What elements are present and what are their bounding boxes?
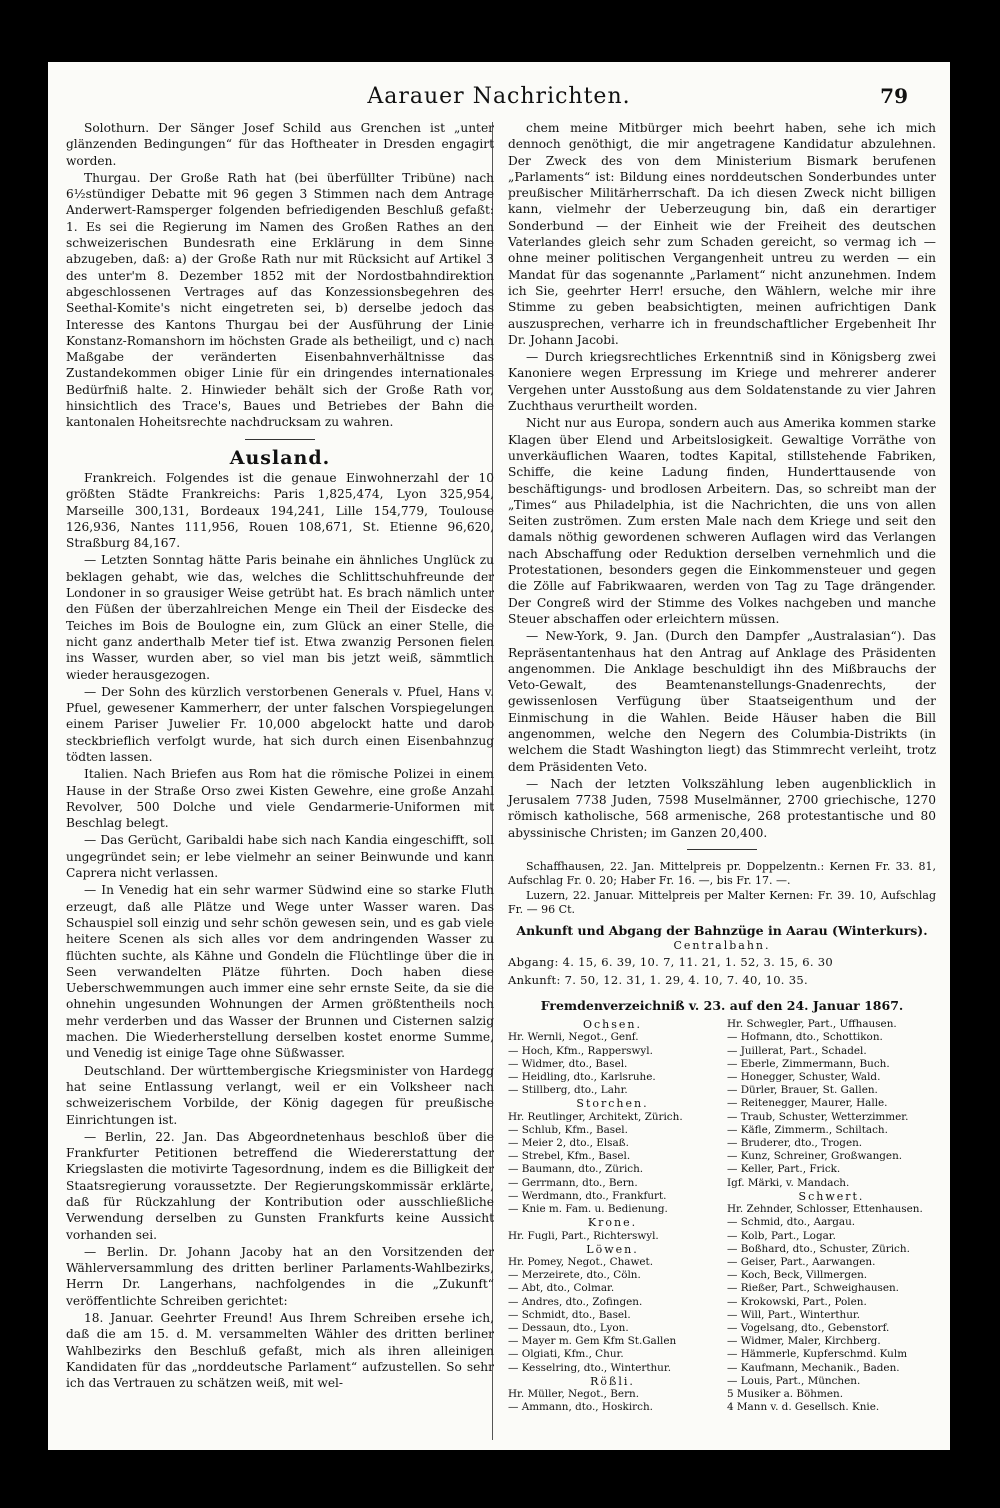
guest-entry: — Meier 2, dto., Elsaß. [508,1137,629,1150]
guest-entry: — Mayer m. Gem Kfm St.Gallen [508,1335,677,1348]
guest-entry: Hr. Reutlinger, Architekt, Zürich. [508,1110,683,1123]
guest-entry: — Rießer, Part., Schweighausen. [727,1282,899,1295]
guest-entry: — Louis, Part., München. [727,1374,861,1387]
guest-entry: — Dürler, Brauer, St. Gallen. [727,1084,878,1097]
guest-entry: — Kesselring, dto., Winterthur. [508,1361,672,1374]
article-new-york: — New-York, 9. Jan. (Durch den Dampfer „Australasian“). Das Repräsentantenhaus hat den Antrag auf Anklage des Präsidenten angenommen. Die Anklage beschuldigt ihn des Mißbrauchs der Veto-Gewalt, des Beamtenanstellungs-Gnadenrechts, der gewissenlosen Verfügung über Staatseigenthum und der Einmischung in die Wahlen. Beide Häuser haben die Bill angenommen, welche den Negern des Columbia-Distrikts (in welchem die Stadt Washington liegt) das Stimmrecht verleiht, trotz dem Präsidenten Veto. [508,629,936,774]
market-rule [687,849,757,850]
guest-entry: — Dessaun, dto., Lyon. [508,1321,629,1334]
guest-entry: 4 Mann v. d. Gesellsch. Knie. [727,1401,880,1414]
guest-entry: — Werdmann, dto., Frankfurt. [508,1189,667,1202]
article-letter-cont: chem meine Mitbürger mich beehrt haben, sehe ich mich dennoch genöthigt, die mir angetragene Kandidatur abzulehnen. Der Zweck des von dem Ministerium Bismark berufenen „Parlaments“ ist: Bildung eines norddeutschen Sonderbundes unter preußischer Militärherrschaft. Da ich diesen Zweck nicht billigen kann, vielmehr der Ueberzeugung bin, daß ein derartiger Sonderbund — der Einheit wie der Freiheit des deutschen Vaterlandes gleich sehr zum Schaden gereicht, so vermag ich — ohne meiner politischen Vergangenheit untreu zu werden — ein Mandat für das sogenannte „Parlament“ nicht anzunehmen. Indem ich Sie, geehrter Herr! ersuche, den Wählern, welche mir ihre Stimme zu geben beabsichtigten, meinen aufrichtigen Dank auszusprechen, verharre ich in freundschaftlicher Ergebenheit Ihr Dr. Johann Jacobi. [508,121,936,347]
guest-entry: — Strebel, Kfm., Basel. [508,1150,631,1163]
guest-list-title: Fremdenverzeichniß v. 23. auf den 24. Januar 1867. [540,997,904,1013]
section-rule [245,439,315,440]
page-header [48,84,950,118]
guest-entry: — Abt, dto., Colmar. [508,1282,615,1295]
article-berlin-1: — Berlin, 22. Jan. Das Abgeordnetenhaus beschloß über die Frankfurter Petitionen betreffend die Wiedererstattung der Kriegslasten die motivirte Tagesordnung, indem es die Billigkeit der Staatsregierung voraussetzte. Der Regierungskommissär erklärte, daß für Rückzahlung der Kontribution oder ausschließliche Verwendung derselben zu Gunsten Frankfurts keine Aussicht vorhanden sei. [66,1129,494,1242]
train-abgang: Abgang: 4. 15, 6. 39, 10. 7, 11. 21, 1. 52, 3. 15, 6. 30 [508,955,833,970]
hotel-heading: Rößli. [590,1374,635,1388]
train-line: Centralbahn. [673,939,771,953]
right-column [508,120,936,1414]
hotel-heading: Storchen. [576,1097,649,1111]
newspaper-page [48,62,950,1450]
guest-entry: — Gerrmann, dto., Bern. [508,1176,638,1189]
guest-entry: — Eberle, Zimmermann, Buch. [727,1057,890,1070]
article-paris-ice: — Letzten Sonntag hätte Paris beinahe ein ähnliches Unglück zu beklagen gehabt, wie das, welches die Schlittschuhfreunde der Londoner in so grausiger Weise getrübt hat. Es brach nämlich unter den Füßen der überzahlreichen Menge ein Theil der Eisdecke des Teiches im Bois de Boulogne ein, zum Glück an einer Stelle, die nicht ganz anderthalb Meter tief ist. Etwa zwanzig Personen fielen ins Wasser, wurden aber, so viel man bis jetzt weiß, sämmtlich wieder herausgezogen. [66,553,494,682]
article-koenigsberg: — Durch kriegsrechtliches Erkenntniß sind in Königsberg zwei Kanoniere wegen Erpressung im Kriege und mehrerer anderer Vergehen unter Ausstoßung aus dem Soldatenstande zu vier Jahren Zuchthaus verurtheilt worden. [508,350,936,414]
article-garibaldi: — Das Gerücht, Garibaldi habe sich nach Kandia eingeschifft, soll ungegründet sein; er lebe vielmehr an seiner Beinwunde und kann Caprera nicht verlassen. [66,833,494,881]
guest-list-col-1 [508,1018,717,1414]
article-italien: Italien. Nach Briefen aus Rom hat die römische Polizei in einem Hause in der Straße Orso zwei Kisten Gewehre, eine große Anzahl Revolver, 500 Dolche und viele Gendarmerie-Uniformen mit Beschlag belegt. [66,767,494,831]
guest-entry: — Kunz, Schreiner, Großwangen. [727,1150,903,1163]
article-jerusalem: — Nach der letzten Volkszählung leben augenblicklich in Jerusalem 7738 Juden, 7598 Muselmänner, 2700 griechische, 1270 römisch katholische, 568 armenische, 268 protestantische und 80 abyssinische Christen; im Ganzen 20,400. [508,776,936,840]
guest-entry: Hr. Pomey, Negot., Chawet. [508,1255,654,1268]
guest-entry: Hr. Schwegler, Part., Uffhausen. [727,1018,897,1031]
guest-entry: — Kolb, Part., Logar. [727,1229,836,1242]
guest-entry: — Juillerat, Part., Schadel. [727,1044,867,1057]
article-solothurn: Solothurn. Der Sänger Josef Schild aus Grenchen ist „unter glänzenden Bedingungen“ für das Hoftheater in Dresden engagirt worden. [66,121,494,168]
page-number: 79 [880,84,908,108]
guest-entry: — Boßhard, dto., Schuster, Zürich. [727,1242,910,1255]
guest-entry: — Keller, Part., Frick. [727,1163,841,1176]
article-thurgau: Thurgau. Der Große Rath hat (bei überfüllter Tribüne) nach 6½stündiger Debatte mit 96 gegen 3 Stimmen nach dem Antrage Anderwert-Ramsperger folgenden befriedigenden Beschluß gefaßt: 1. Es sei die Regierung im Namen des Großen Rathes an den schweizerischen Bundesrath eine Erklärung in dem Sinne abzugeben, daß: a) der Große Rath nur mit Rücksicht auf Artikel 3 des unter'm 8. Dezember 1852 mit der Nordostbahndirektion abgeschlossenen Vertrages auf das Konzessionsbegehren des Seethal-Komite's nicht eingetreten sei, b) derselbe jedoch das Interesse des Kantons Thurgau bei der Ausführung der Linie Konstanz-Romanshorn im höchsten Grade als betheiligt, und c) nach Maßgabe der veränderten Eisenbahnverhältnisse das Zustandekommen obiger Linie für ein dringendes internationales Bedürfniß halte. 2. Hinwieder behält sich der Große Rath vor, hinsichtlich des Trace's, Baues und Betriebes der Bahn die kantonalen Hoheitsrechte nachdrucksam zu wahren. [66,170,494,430]
guest-entry: — Will, Part., Winterthur. [727,1308,861,1321]
article-amerika: Nicht nur aus Europa, sondern auch aus Amerika kommen starke Klagen über Elend und Arbeitslosigkeit. Gewaltige Vorräthe von unverkäuflichen Waaren, todtes Kapital, stillstehende Fabriken, Schiffe, die keine Ladung finden, Hunderttausende von beschäftigungs- und brodlosen Arbeitern. Das, so schreibt man der „Times“ aus Philadelphia, ist die Nachrichten, die uns von allen Seiten zuströmen. Zum ersten Male nach dem Kriege und seit den damals nöthig gewordenen schweren Auflagen wird das Verlangen nach Abschaffung oder Reduktion derselben vernehmlich und die Protestationen, besonders gegen die Einkommensteuer und gegen die Zölle auf Fabrikwaaren, werden von Tag zu Tage drängender. Der Congreß wird der Stimme des Volkes nachgeben und manche Steuer abschaffen oder erleichtern müssen. [508,416,936,626]
hotel-heading: Löwen. [586,1242,639,1256]
guest-entry: — Merzeirete, dto., Cöln. [508,1269,641,1282]
article-venedig: — In Venedig hat ein sehr warmer Südwind eine so starke Fluth erzeugt, daß alle Plätze und Wege unter Wasser waren. Das Schauspiel soll einzig und sehr schön gewesen sein, und es gab viele heitere Scenen als sich alles vor dem andringenden Wasser zu flüchten suchte, als Kähne und Gondeln die Flüchtlinge über die in Seen verwandelten Plätze führten. Doch haben diese Ueberschwemmungen auch immer eine sehr ernste Seite, da sie die ohnehin ungesunden Wohnungen der Armen größtentheils noch mehr verderben und das Wasser der Brunnen und Cisternen salzig machen. Die Wiederherstellung derselben kostet enorme Summe, und Venedig ist einige Tage ohne Süßwasser. [66,883,494,1061]
guest-entry: — Bruderer, dto., Trogen. [727,1137,863,1150]
hotel-heading: Schwert. [798,1189,865,1203]
article-pfuel: — Der Sohn des kürzlich verstorbenen Generals v. Pfuel, Hans v. Pfuel, gewesener Kammerherr, der unter falschen Vorspiegelungen einem Pariser Juwelier Fr. 10,000 abgelockt hatte und darob steckbrieflich verfolgt wurde, hat sich durch einen Eisenbahnzug tödten lassen. [66,684,494,764]
article-letter: 18. Januar. Geehrter Freund! Aus Ihrem Schreiben ersehe ich, daß die am 15. d. M. versammelten Wähler des dritten berliner Wahlbezirks den Beschluß gefaßt, mich als ihren alleinigen Kandidaten für das „norddeutsche Parlament“ aufzustellen. So sehr ich das Vertrauen zu schätzen weiß, mit wel- [66,1311,494,1391]
train-ankunft: Ankunft: 7. 50, 12. 31, 1. 29, 4. 10, 7. 40, 10. 35. [508,972,808,987]
train-schedule-title: Ankunft und Abgang der Bahnzüge in Aarau (Winterkurs). [516,923,928,939]
guest-entry: Hr. Müller, Negot., Bern. [508,1387,640,1400]
guest-entry: — Krokowski, Part., Polen. [727,1295,867,1308]
guest-entry: — Vogelsang, dto., Gebenstorf. [727,1321,890,1334]
guest-entry: — Ammann, dto., Hoskirch. [508,1401,653,1414]
article-berlin-2: — Berlin. Dr. Johann Jacoby hat an den Vorsitzenden der Wählerversammlung des dritten berliner Parlaments-Wahlbezirks, Herrn Dr. Langerhans, nachfolgendes in die „Zukunft“ veröffentlichte Schreiben gerichtet: [66,1244,494,1308]
guest-entry: — Geiser, Part., Aarwangen. [727,1255,876,1268]
guest-entry: Igf. Märki, v. Mandach. [727,1176,850,1189]
guest-entry: — Traub, Schuster, Wetterzimmer. [727,1110,909,1123]
guest-entry: — Olgiati, Kfm., Chur. [508,1348,624,1361]
guest-entry: Hr. Fugli, Part., Richterswyl. [508,1229,659,1242]
guest-list [508,1018,936,1414]
guest-entry: — Stillberg, dto., Lahr. [508,1084,628,1097]
market-luzern: Luzern, 22. Januar. Mittelpreis per Malter Kernen: Fr. 39. 10, Aufschlag Fr. — 96 Ct. [508,889,936,917]
guest-entry: — Reitenegger, Maurer, Halle. [727,1097,888,1110]
left-column [66,120,494,1393]
guest-entry: — Hämmerle, Kupferschmd. Kulm [727,1348,908,1361]
guest-entry: — Hofmann, dto., Schottikon. [727,1031,883,1044]
guest-entry: — Käfle, Zimmerm., Schiltach. [727,1123,888,1136]
guest-entry: — Koch, Beck, Villmergen. [727,1269,868,1282]
guest-list-col-2 [727,1018,936,1414]
hotel-heading: Krone. [587,1216,638,1230]
section-heading-ausland: Ausland. [229,446,331,469]
guest-entry: — Baumann, dto., Zürich. [508,1163,644,1176]
guest-entry: — Schmidt, dto., Basel. [508,1308,631,1321]
guest-entry: — Kaufmann, Mechanik., Baden. [727,1361,900,1374]
guest-entry: Hr. Wernli, Negot., Genf. [508,1031,639,1044]
guest-entry: — Schmid, dto., Aargau. [727,1216,856,1229]
guest-entry: — Honegger, Schuster, Wald. [727,1071,881,1084]
guest-entry: 5 Musiker a. Böhmen. [727,1387,843,1400]
article-frankreich: Frankreich. Folgendes ist die genaue Einwohnerzahl der 10 größten Städte Frankreichs: Paris 1,825,474, Lyon 325,954, Marseille 300,131, Bordeaux 194,241, Lille 154,779, Toulouse 126,936, Nantes 111,956, Rouen 108,671, St. Etienne 96,620, Straßburg 84,167. [66,470,494,551]
guest-entry: — Knie m. Fam. u. Bedienung. [508,1203,668,1216]
hotel-heading: Ochsen. [583,1018,642,1032]
guest-entry: — Andres, dto., Zofingen. [508,1295,643,1308]
article-deutschland: Deutschland. Der württembergische Kriegsminister von Hardegg hat seine Entlassung verlangt, weil er ein Volksheer nach schweizerischem Vorbilde, der König dagegen für preußische Einrichtungen ist. [66,1063,494,1127]
guest-entry: — Widmer, dto., Basel. [508,1057,628,1070]
guest-entry: Hr. Zehnder, Schlosser, Ettenhausen. [727,1203,923,1216]
masthead-title: Aarauer Nachrichten. [367,84,631,109]
guest-entry: — Heidling, dto., Karlsruhe. [508,1071,656,1084]
guest-entry: — Hoch, Kfm., Rapperswyl. [508,1044,653,1057]
guest-entry: — Schlub, Kfm., Basel. [508,1123,628,1136]
market-schaffhausen: Schaffhausen, 22. Jan. Mittelpreis pr. Doppelzentn.: Kernen Fr. 33. 81, Aufschlag Fr. 0. 20; Haber Fr. 16. —, bis Fr. 17. —. [508,860,936,888]
guest-entry: — Widmer, Maler, Kirchberg. [727,1335,881,1348]
